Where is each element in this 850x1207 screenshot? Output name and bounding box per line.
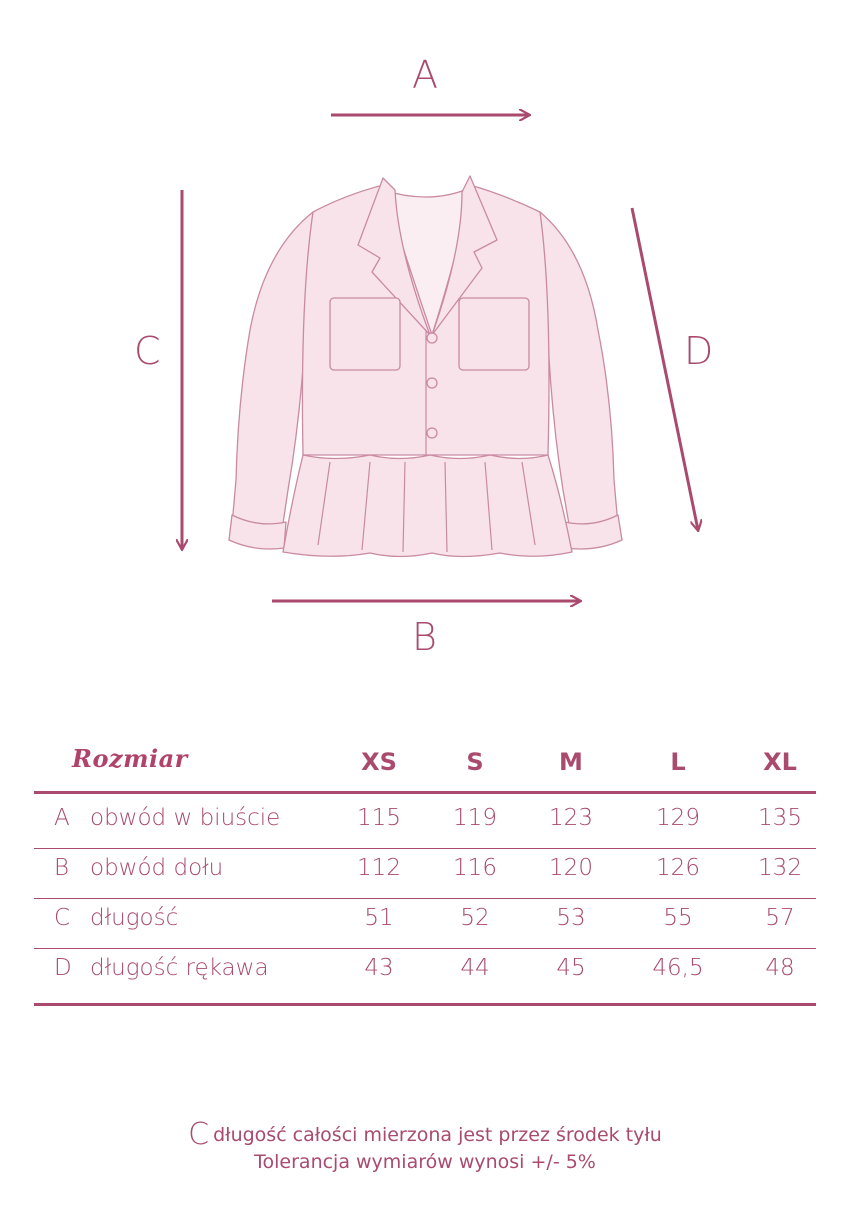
footnote-line-1 (0, 1117, 850, 1152)
row-letter: C (54, 905, 71, 931)
label-c: C (134, 329, 161, 373)
right-pocket (459, 298, 529, 370)
button-1 (427, 333, 437, 343)
row-label: obwód dołu (90, 855, 224, 881)
footnote-line-2 (0, 1151, 850, 1173)
footnote-text-1: długość całości mierzona jest przez środek tyłu (213, 1124, 662, 1146)
size-header: S (466, 748, 484, 776)
table-cell: 57 (765, 905, 795, 931)
table-cell: 135 (758, 805, 802, 831)
row-label: długość (90, 905, 179, 931)
table-cell: 116 (453, 855, 497, 881)
table-cell: 126 (656, 855, 700, 881)
row-letter: B (54, 855, 70, 881)
size-header: XS (361, 748, 397, 776)
left-pocket (330, 298, 400, 370)
table-cell: 132 (758, 855, 802, 881)
footnote-text-2: Tolerancja wymiarów wynosi +/- 5% (254, 1151, 596, 1173)
table-cell: 45 (556, 955, 586, 981)
table-bottom-divider (34, 1003, 816, 1006)
footnote-letter: C (188, 1117, 210, 1152)
table-cell: 112 (357, 855, 401, 881)
table-cell: 55 (663, 905, 693, 931)
table-cell: 51 (364, 905, 394, 931)
button-2 (427, 378, 437, 388)
size-header: L (670, 748, 686, 776)
table-cell: 52 (460, 905, 490, 931)
table-row (34, 942, 816, 992)
size-table (34, 730, 816, 992)
table-cell: 129 (656, 805, 700, 831)
row-letter: A (54, 805, 70, 831)
table-header-row (34, 730, 816, 792)
table-cell: 115 (357, 805, 401, 831)
table-cell: 48 (765, 955, 795, 981)
row-label: obwód w biuście (90, 805, 281, 831)
table-row (34, 792, 816, 842)
table-title: Rozmiar (72, 744, 188, 773)
table-cell: 53 (556, 905, 586, 931)
table-cell: 119 (453, 805, 497, 831)
table-cell: 46,5 (652, 955, 704, 981)
label-a: A (412, 53, 438, 97)
label-d: D (684, 329, 714, 373)
table-cell: 123 (549, 805, 593, 831)
table-cell: 44 (460, 955, 490, 981)
label-b: B (412, 615, 437, 659)
table-row (34, 892, 816, 942)
size-header: XL (763, 748, 797, 776)
button-3 (427, 428, 437, 438)
row-label: długość rękawa (90, 955, 269, 981)
table-row (34, 842, 816, 892)
row-letter: D (54, 955, 72, 981)
table-cell: 120 (549, 855, 593, 881)
size-header: M (559, 748, 583, 776)
table-cell: 43 (364, 955, 394, 981)
